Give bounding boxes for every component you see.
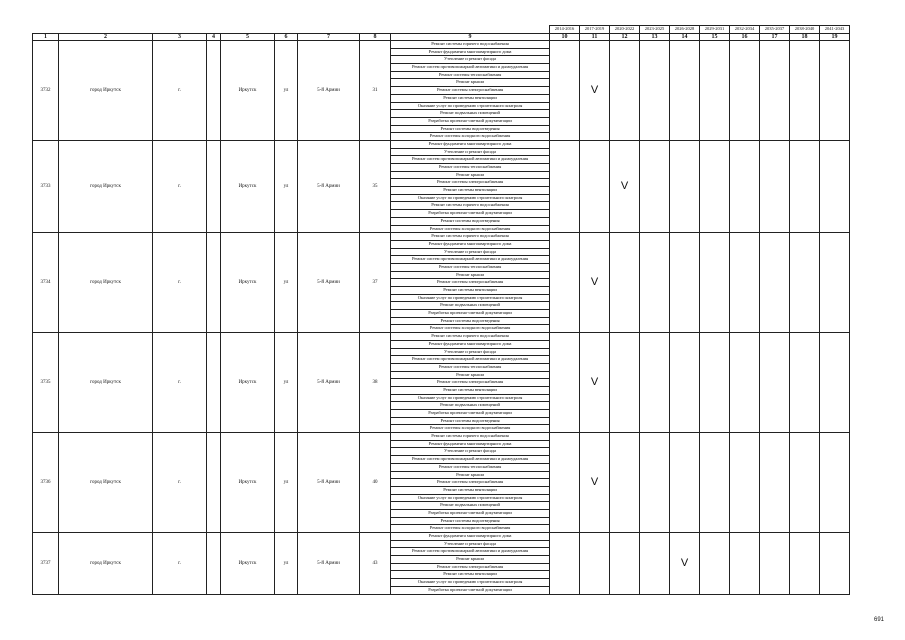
work-type-cell: Ремонт системы водоотведения <box>391 417 550 425</box>
building-id: 3737 <box>33 533 59 595</box>
work-type-cell: Ремонт системы горячего водоснабжения <box>391 433 550 441</box>
column-number: 2 <box>59 34 153 41</box>
work-type-cell: Ремонт системы водоотведения <box>391 317 550 325</box>
period-check-mark: V <box>670 533 700 595</box>
period-cell <box>790 333 820 433</box>
period-cell <box>550 333 580 433</box>
work-type-cell: Ремонт системы горячего водоснабжения <box>391 333 550 341</box>
column-number: 5 <box>221 34 275 41</box>
period-cell <box>730 533 760 595</box>
empty-cell <box>207 41 221 141</box>
period-cell <box>640 433 670 533</box>
period-check-mark: V <box>580 41 610 141</box>
work-type-cell: Ремонт системы теплоснабжения <box>391 164 550 172</box>
empty-cell <box>207 140 221 232</box>
work-type-cell: Ремонт системы водоотведения <box>391 217 550 225</box>
work-type-cell: Ремонт фундамента многоквартирного дома <box>391 533 550 541</box>
work-type-cell: Разработка проектно-сметной документации <box>391 310 550 318</box>
work-type-cell: Ремонт подвальных помещений <box>391 502 550 510</box>
settlement-type: г. <box>153 333 207 433</box>
settlement-type: г. <box>153 140 207 232</box>
period-check-mark: V <box>580 233 610 333</box>
work-type-cell: Ремонт системы холодного водоснабжения <box>391 525 550 533</box>
work-type-cell: Ремонт системы вентиляции <box>391 94 550 102</box>
period-cell <box>700 140 730 232</box>
work-type-cell: Ремонт системы вентиляции <box>391 486 550 494</box>
work-type-cell: Ремонт системы вентиляции <box>391 187 550 195</box>
work-type-cell: Утепление и ремонт фасада <box>391 56 550 64</box>
period-cell <box>760 140 790 232</box>
municipality-name: город Иркутск <box>59 233 153 333</box>
period-header-spacer <box>33 26 550 34</box>
settlement-name: Иркутск <box>221 433 275 533</box>
work-type-cell: Ремонт систем противопожарной автоматики и дымоудаления <box>391 548 550 556</box>
column-number: 11 <box>580 34 610 41</box>
work-type-cell: Ремонт подвальных помещений <box>391 110 550 118</box>
work-type-cell: Утепление и ремонт фасада <box>391 448 550 456</box>
municipality-name: город Иркутск <box>59 140 153 232</box>
work-type-cell: Ремонт крыши <box>391 371 550 379</box>
settlement-type: г. <box>153 433 207 533</box>
house-number: 31 <box>360 41 391 141</box>
period-cell <box>790 41 820 141</box>
work-type-cell: Ремонт системы вентиляции <box>391 571 550 579</box>
period-cell <box>700 433 730 533</box>
house-number: 37 <box>360 233 391 333</box>
work-type-cell: Ремонт системы теплоснабжения <box>391 463 550 471</box>
period-cell <box>760 233 790 333</box>
municipality-name: город Иркутск <box>59 533 153 595</box>
work-type-cell: Ремонт системы водоотведения <box>391 517 550 525</box>
period-cell <box>820 140 850 232</box>
settlement-type: г. <box>153 41 207 141</box>
work-type-cell: Ремонт фундамента многоквартирного дома <box>391 48 550 56</box>
settlement-name: Иркутск <box>221 140 275 232</box>
work-type-cell: Ремонт системы водоотведения <box>391 125 550 133</box>
empty-cell <box>207 333 221 433</box>
period-cell <box>700 533 730 595</box>
work-type-cell: Ремонт крыши <box>391 271 550 279</box>
period-cell <box>730 433 760 533</box>
work-type-cell: Ремонт системы горячего водоснабжения <box>391 233 550 241</box>
work-type-cell: Утепление и ремонт фасада <box>391 148 550 156</box>
work-row <box>33 140 850 148</box>
street-type: ул <box>275 333 298 433</box>
work-type-cell: Оказание услуг по проведению строительного контроля <box>391 102 550 110</box>
column-number: 14 <box>670 34 700 41</box>
work-type-cell: Ремонт системы горячего водоснабжения <box>391 202 550 210</box>
period-header: 2035-2037 <box>760 26 790 34</box>
work-type-cell: Ремонт системы горячего водоснабжения <box>391 41 550 49</box>
building-id: 3736 <box>33 433 59 533</box>
street-name: 5-й Армии <box>298 233 360 333</box>
column-number: 8 <box>360 34 391 41</box>
period-header: 2032-2034 <box>730 26 760 34</box>
street-type: ул <box>275 433 298 533</box>
settlement-name: Иркутск <box>221 233 275 333</box>
column-number: 19 <box>820 34 850 41</box>
municipality-name: город Иркутск <box>59 333 153 433</box>
work-type-cell: Ремонт систем противопожарной автоматики и дымоудаления <box>391 456 550 464</box>
table-body <box>33 26 850 595</box>
period-cell <box>700 333 730 433</box>
period-cell <box>550 233 580 333</box>
capital-repair-schedule-table <box>32 25 850 595</box>
column-number: 17 <box>760 34 790 41</box>
work-row <box>33 233 850 241</box>
house-number: 35 <box>360 140 391 232</box>
period-header-row <box>33 26 850 34</box>
period-cell <box>670 41 700 141</box>
column-number: 12 <box>610 34 640 41</box>
period-header: 2020-2022 <box>610 26 640 34</box>
period-cell <box>670 140 700 232</box>
settlement-name: Иркутск <box>221 333 275 433</box>
period-header: 2014-2016 <box>550 26 580 34</box>
column-number: 7 <box>298 34 360 41</box>
work-type-cell: Ремонт фундамента многоквартирного дома <box>391 140 550 148</box>
page-number: 691 <box>874 617 885 623</box>
period-cell <box>820 533 850 595</box>
period-cell <box>580 140 610 232</box>
column-number: 15 <box>700 34 730 41</box>
empty-cell <box>207 433 221 533</box>
period-cell <box>730 233 760 333</box>
period-cell <box>790 433 820 533</box>
street-name: 5-й Армии <box>298 41 360 141</box>
column-number: 9 <box>391 34 550 41</box>
period-header: 2026-2028 <box>670 26 700 34</box>
work-type-cell: Ремонт системы вентиляции <box>391 386 550 394</box>
work-row <box>33 333 850 341</box>
work-type-cell: Ремонт системы теплоснабжения <box>391 263 550 271</box>
work-type-cell: Ремонт систем противопожарной автоматики и дымоудаления <box>391 64 550 72</box>
house-number: 43 <box>360 533 391 595</box>
period-check-mark: V <box>610 140 640 232</box>
settlement-name: Иркутск <box>221 41 275 141</box>
column-number: 10 <box>550 34 580 41</box>
work-type-cell: Разработка проектно-сметной документации <box>391 210 550 218</box>
work-type-cell: Ремонт крыши <box>391 556 550 564</box>
building-id: 3734 <box>33 233 59 333</box>
work-type-cell: Ремонт системы электроснабжения <box>391 563 550 571</box>
period-cell <box>790 233 820 333</box>
work-type-cell: Ремонт крыши <box>391 171 550 179</box>
period-cell <box>820 233 850 333</box>
street-type: ул <box>275 140 298 232</box>
column-number: 16 <box>730 34 760 41</box>
period-header: 2023-2025 <box>640 26 670 34</box>
work-type-cell: Ремонт системы электроснабжения <box>391 379 550 387</box>
work-type-cell: Оказание услуг по проведению строительного контроля <box>391 579 550 587</box>
street-type: ул <box>275 41 298 141</box>
period-header: 2029-2031 <box>700 26 730 34</box>
settlement-name: Иркутск <box>221 533 275 595</box>
period-cell <box>580 533 610 595</box>
period-header: 2038-2040 <box>790 26 820 34</box>
period-cell <box>760 333 790 433</box>
column-number: 3 <box>153 34 207 41</box>
work-type-cell: Ремонт системы холодного водоснабжения <box>391 225 550 233</box>
work-type-cell: Разработка проектно-сметной документации <box>391 117 550 125</box>
period-cell <box>700 41 730 141</box>
period-cell <box>550 433 580 533</box>
work-type-cell: Ремонт подвальных помещений <box>391 402 550 410</box>
work-type-cell: Ремонт системы вентиляции <box>391 287 550 295</box>
empty-cell <box>207 533 221 595</box>
work-type-cell: Ремонт подвальных помещений <box>391 302 550 310</box>
work-type-cell: Ремонт системы теплоснабжения <box>391 71 550 79</box>
period-cell <box>760 41 790 141</box>
work-row <box>33 433 850 441</box>
period-cell <box>640 333 670 433</box>
street-name: 5-й Армии <box>298 533 360 595</box>
work-type-cell: Ремонт системы электроснабжения <box>391 87 550 95</box>
work-type-cell: Разработка проектно-сметной документации <box>391 410 550 418</box>
column-number-row <box>33 34 850 41</box>
period-cell <box>700 233 730 333</box>
work-type-cell: Утепление и ремонт фасада <box>391 540 550 548</box>
building-id: 3735 <box>33 333 59 433</box>
work-type-cell: Ремонт системы электроснабжения <box>391 279 550 287</box>
street-name: 5-й Армии <box>298 333 360 433</box>
period-cell <box>670 433 700 533</box>
work-type-cell: Ремонт крыши <box>391 79 550 87</box>
work-type-cell: Ремонт системы электроснабжения <box>391 179 550 187</box>
work-type-cell: Оказание услуг по проведению строительного контроля <box>391 394 550 402</box>
period-cell <box>640 233 670 333</box>
period-cell <box>730 333 760 433</box>
period-cell <box>640 140 670 232</box>
work-type-cell: Ремонт системы холодного водоснабжения <box>391 133 550 141</box>
column-number: 4 <box>207 34 221 41</box>
period-cell <box>610 41 640 141</box>
period-header: 2017-2019 <box>580 26 610 34</box>
period-cell <box>790 140 820 232</box>
street-name: 5-й Армии <box>298 140 360 232</box>
column-number: 6 <box>275 34 298 41</box>
work-type-cell: Ремонт систем противопожарной автоматики и дымоудаления <box>391 256 550 264</box>
period-cell <box>820 333 850 433</box>
house-number: 40 <box>360 433 391 533</box>
period-cell <box>790 533 820 595</box>
street-type: ул <box>275 233 298 333</box>
settlement-type: г. <box>153 233 207 333</box>
period-cell <box>610 533 640 595</box>
period-cell <box>610 433 640 533</box>
work-type-cell: Оказание услуг по проведению строительного контроля <box>391 294 550 302</box>
period-cell <box>610 333 640 433</box>
period-cell <box>640 41 670 141</box>
work-type-cell: Оказание услуг по проведению строительного контроля <box>391 494 550 502</box>
period-cell <box>670 333 700 433</box>
period-cell <box>730 41 760 141</box>
work-type-cell: Ремонт систем противопожарной автоматики и дымоудаления <box>391 156 550 164</box>
period-cell <box>820 433 850 533</box>
work-type-cell: Ремонт системы электроснабжения <box>391 479 550 487</box>
street-name: 5-й Армии <box>298 433 360 533</box>
period-cell <box>640 533 670 595</box>
work-type-cell: Утепление и ремонт фасада <box>391 248 550 256</box>
work-type-cell: Ремонт фундамента многоквартирного дома <box>391 240 550 248</box>
column-number: 1 <box>33 34 59 41</box>
work-type-cell: Разработка проектно-сметной документации <box>391 509 550 517</box>
empty-cell <box>207 233 221 333</box>
municipality-name: город Иркутск <box>59 433 153 533</box>
street-type: ул <box>275 533 298 595</box>
work-type-cell: Разработка проектно-сметной документации <box>391 586 550 594</box>
building-id: 3732 <box>33 41 59 141</box>
period-cell <box>730 140 760 232</box>
period-cell <box>670 233 700 333</box>
work-type-cell: Утепление и ремонт фасада <box>391 348 550 356</box>
work-type-cell: Ремонт системы холодного водоснабжения <box>391 425 550 433</box>
work-type-cell: Оказание услуг по проведению строительного контроля <box>391 194 550 202</box>
period-cell <box>820 41 850 141</box>
work-type-cell: Ремонт крыши <box>391 471 550 479</box>
work-type-cell: Ремонт системы теплоснабжения <box>391 363 550 371</box>
period-cell <box>610 233 640 333</box>
period-check-mark: V <box>580 433 610 533</box>
period-cell <box>760 533 790 595</box>
work-type-cell: Ремонт фундамента многоквартирного дома <box>391 440 550 448</box>
work-type-cell: Ремонт систем противопожарной автоматики и дымоудаления <box>391 356 550 364</box>
work-row <box>33 41 850 49</box>
period-cell <box>760 433 790 533</box>
settlement-type: г. <box>153 533 207 595</box>
work-type-cell: Ремонт системы холодного водоснабжения <box>391 325 550 333</box>
house-number: 38 <box>360 333 391 433</box>
column-number: 18 <box>790 34 820 41</box>
period-cell <box>550 140 580 232</box>
building-id: 3733 <box>33 140 59 232</box>
municipality-name: город Иркутск <box>59 41 153 141</box>
work-type-cell: Ремонт фундамента многоквартирного дома <box>391 340 550 348</box>
period-cell <box>550 533 580 595</box>
period-check-mark: V <box>580 333 610 433</box>
column-number: 13 <box>640 34 670 41</box>
period-cell <box>550 41 580 141</box>
work-row <box>33 533 850 541</box>
period-header: 2041-2043 <box>820 26 850 34</box>
